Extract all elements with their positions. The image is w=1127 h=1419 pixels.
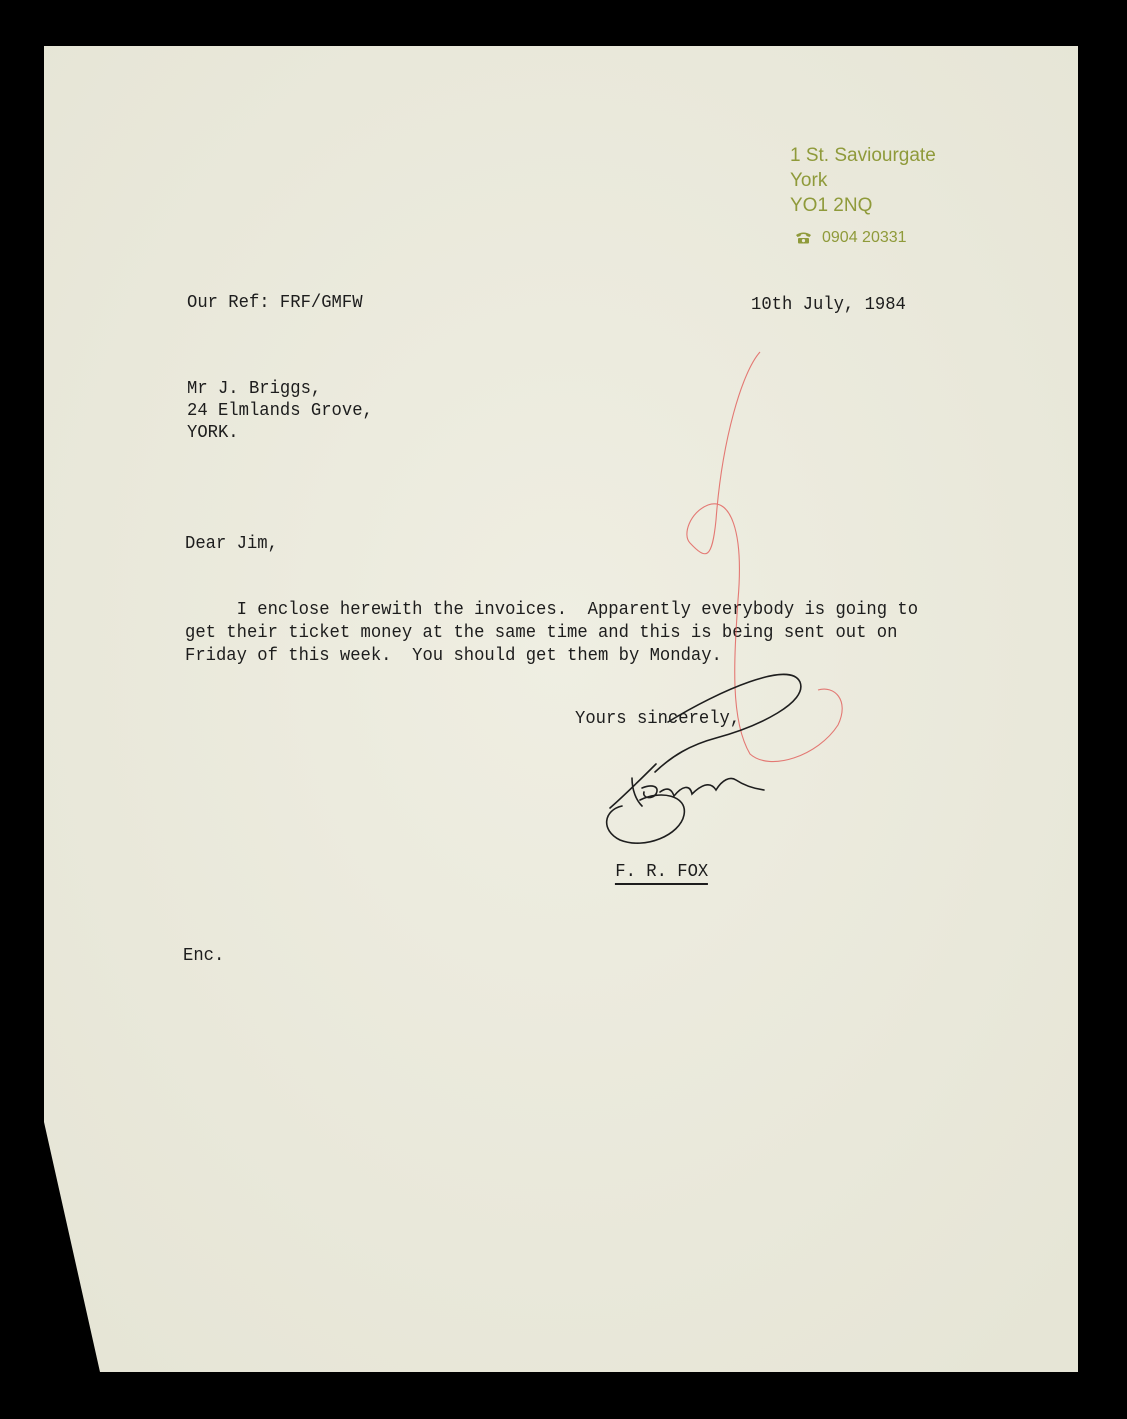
reference-line: Our Ref: FRF/GMFW <box>187 292 363 313</box>
body-line-3: Friday of this week. You should get them by Monday. <box>185 645 722 666</box>
signatory-name <box>574 839 708 905</box>
address-line-3: YO1 2NQ <box>790 195 873 216</box>
letterhead-phone <box>795 229 907 247</box>
salutation: Dear Jim, <box>185 533 278 554</box>
telephone-icon <box>795 231 812 244</box>
recipient-name: Mr J. Briggs, <box>187 378 322 399</box>
address-line-1: 1 St. Saviourgate <box>790 145 936 166</box>
signatory-name-text: F. R. FOX <box>615 861 708 885</box>
enclosure-note: Enc. <box>183 945 225 966</box>
body-line-1: I enclose herewith the invoices. Apparently everybody is going to <box>185 599 919 620</box>
address-line-2: York <box>790 170 828 191</box>
recipient-city: YORK. <box>187 422 239 443</box>
letter-date: 10th July, 1984 <box>751 294 906 315</box>
recipient-street: 24 Elmlands Grove, <box>187 400 373 421</box>
letterhead-address <box>790 143 936 218</box>
body-line-2: get their ticket money at the same time and this is being sent out on <box>185 622 898 643</box>
phone-number: 0904 20331 <box>822 229 907 246</box>
closing: Yours sincerely, <box>575 708 741 729</box>
